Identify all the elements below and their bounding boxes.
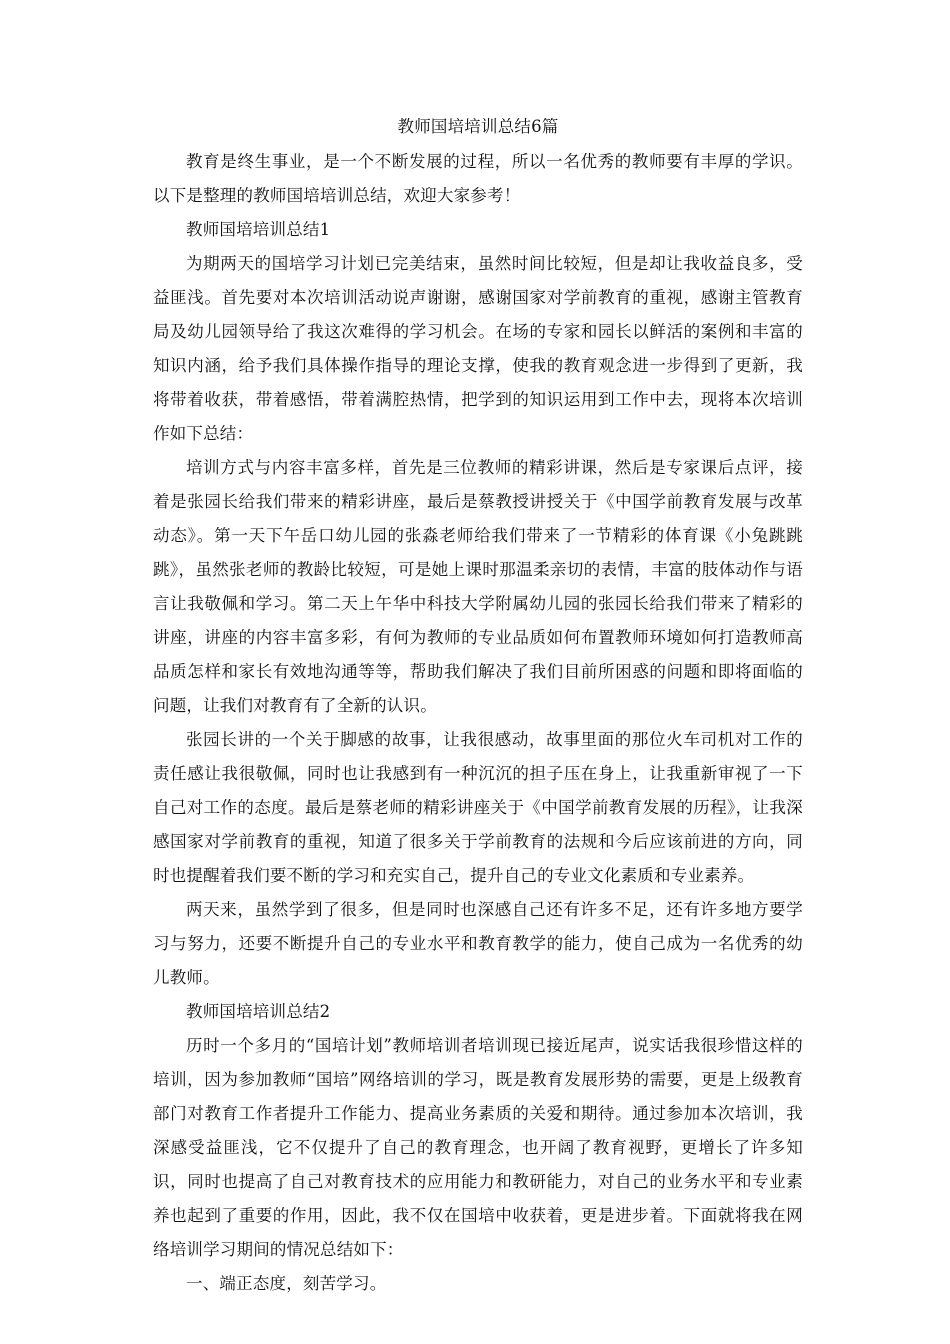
intro-paragraph: 教育是终生事业，是一个不断发展的过程，所以一名优秀的教师要有丰厚的学识。以下是整理的教师国培培训总结，欢迎大家参考！ bbox=[153, 152, 803, 205]
document-body bbox=[153, 113, 803, 1301]
subsection-heading: 一、端正态度，刻苦学习。 bbox=[186, 1274, 387, 1293]
body-paragraph: 培训方式与内容丰富多样，首先是三位教师的精彩讲课，然后是专家课后点评，接着是张园长给我们带来的精彩讲座，最后是蔡教授讲授关于《中国学前教育发展与改革动态》。第一天下午岳口幼儿园的张淼老师给我们带来了一节精彩的体育课《小兔跳跳跳》，虽然张老师的教龄比较短，可是她上课时那温柔亲切的表情，丰富的肢体动作与语言让我敬佩和学习。第二天上午华中科技大学附属幼儿园的张园长给我们带来了精彩的讲座，讲座的内容丰富多彩，有何为教师的专业品质如何布置教师环境如何打造教师高品质怎样和家长有效地沟通等等，帮助我们解决了我们目前所困惑的问题和即将面临的问题，让我们对教育有了全新的认识。 bbox=[153, 458, 803, 715]
body-paragraph: 两天来，虽然学到了很多，但是同时也深感自己还有许多不足，还有许多地方要学习与努力，还要不断提升自己的专业水平和教育教学的能力，使自己成为一名优秀的幼儿教师。 bbox=[153, 900, 803, 987]
body-paragraph: 历时一个多月的“国培计划”教师培训者培训现已接近尾声，说实话我很珍惜这样的培训，因为参加教师“国培”网络培训的学习，既是教育发展形势的需要，更是上级教育部门对教育工作者提升工作能力、提高业务素质的关爱和期待。通过参加本次培训，我深感受益匪浅，它不仅提升了自己的教育理念，也开阔了教育视野，更增长了许多知识，同时也提高了自己对教育技术的应用能力和教研能力，对自己的业务水平和专业素养也起到了重要的作用，因此，我不仅在国培中收获着，更是进步着。下面就将我在网络培训学习期间的情况总结如下： bbox=[153, 1036, 803, 1259]
document-title: 教师国培培训总结6篇 bbox=[397, 117, 559, 136]
body-paragraph: 张园长讲的一个关于脚感的故事，让我很感动，故事里面的那位火车司机对工作的责任感让我很敬佩，同时也让我感到有一种沉沉的担子压在身上，让我重新审视了一下自己对工作的态度。最后是蔡老师的精彩讲座关于《中国学前教育发展的历程》，让我深感国家对学前教育的重视，知道了很多关于学前教育的法规和今后应该前进的方向，同时也提醒着我们要不断的学习和充实自己，提升自己的专业文化素质和专业素养。 bbox=[153, 730, 803, 885]
section-heading-2: 教师国培培训总结2 bbox=[186, 1002, 331, 1021]
body-paragraph: 为期两天的国培学习计划已完美结束，虽然时间比较短，但是却让我收益良多，受益匪浅。首先要对本次培训活动说声谢谢，感谢国家对学前教育的重视，感谢主管教育局及幼儿园领导给了我这次难得的学习机会。在场的专家和园长以鲜活的案例和丰富的知识内涵，给予我们具体操作指导的理论支撑，使我的教育观念进一步得到了更新，我将带着收获，带着感悟，带着满腔热情，把学到的知识运用到工作中去，现将本次培训作如下总结： bbox=[153, 254, 803, 443]
section-heading-1: 教师国培培训总结1 bbox=[186, 220, 331, 239]
